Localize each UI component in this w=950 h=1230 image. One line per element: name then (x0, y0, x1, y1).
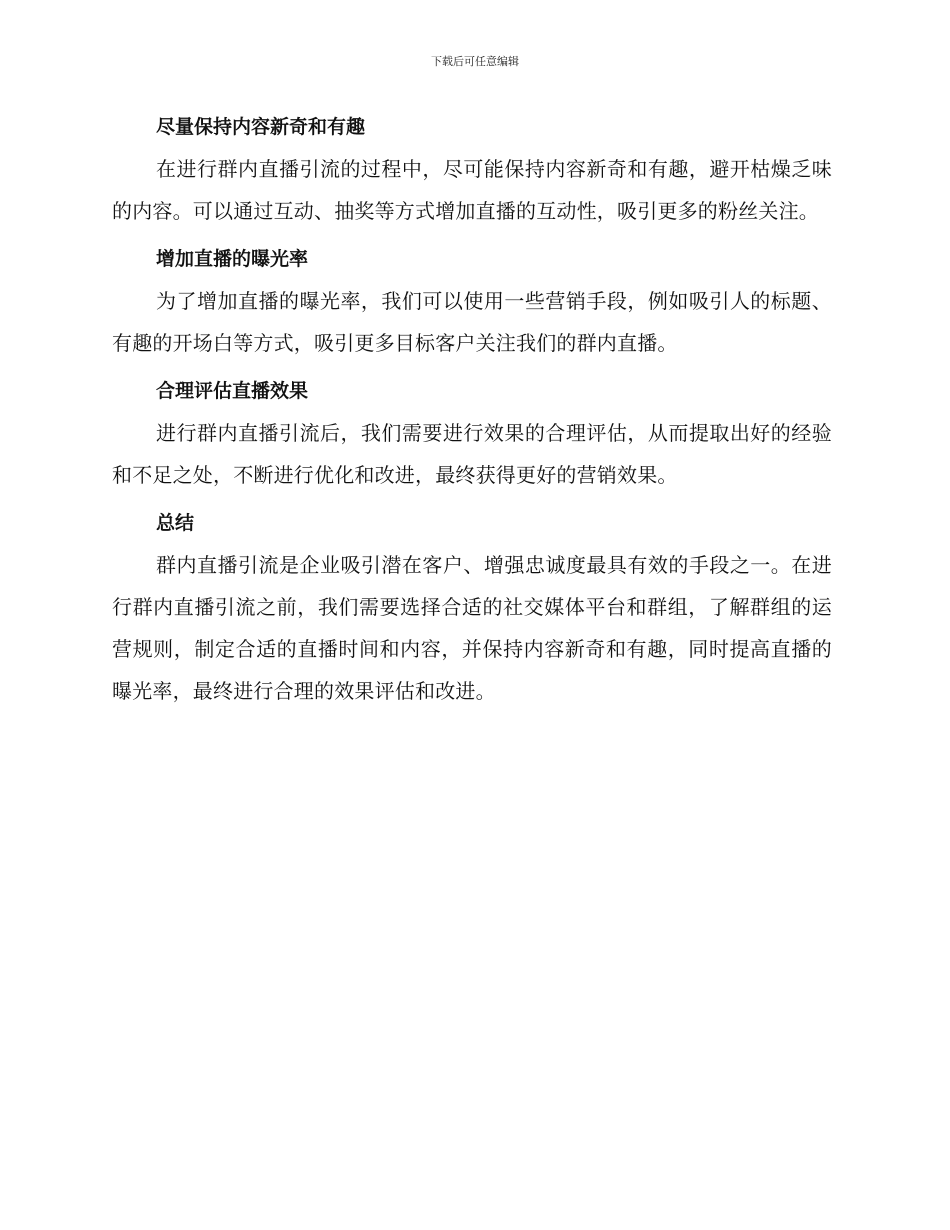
section-paragraph: 群内直播引流是企业吸引潜在客户、增强忠诚度最具有效的手段之一。在进行群内直播引流之前，我们需要选择合适的社交媒体平台和群组，了解群组的运营规则，制定合适的直播时间和内容，并保持内容新奇和有趣，同时提高直播的曝光率，最终进行合理的效果评估和改进。 (112, 553, 832, 703)
section-paragraph: 为了增加直播的曝光率，我们可以使用一些营销手段，例如吸引人的标题、有趣的开场白等方式，吸引更多目标客户关注我们的群内直播。 (112, 289, 832, 355)
section-evaluate-effect (112, 370, 832, 496)
section-paragraph: 在进行群内直播引流的过程中，尽可能保持内容新奇和有趣，避开枯燥乏味的内容。可以通过互动、抽奖等方式增加直播的互动性，吸引更多的粉丝关注。 (112, 157, 832, 223)
document-body (112, 106, 832, 718)
section-heading: 总结 (156, 512, 195, 534)
section-keep-content-fresh (112, 106, 832, 232)
section-summary (112, 502, 832, 712)
section-heading: 尽量保持内容新奇和有趣 (156, 116, 366, 138)
section-heading: 合理评估直播效果 (156, 380, 309, 402)
page-header: 下载后可任意编辑 (431, 55, 519, 68)
section-heading: 增加直播的曝光率 (156, 248, 309, 270)
section-increase-exposure (112, 238, 832, 364)
section-paragraph: 进行群内直播引流后，我们需要进行效果的合理评估，从而提取出好的经验和不足之处，不断进行优化和改进，最终获得更好的营销效果。 (112, 421, 832, 487)
